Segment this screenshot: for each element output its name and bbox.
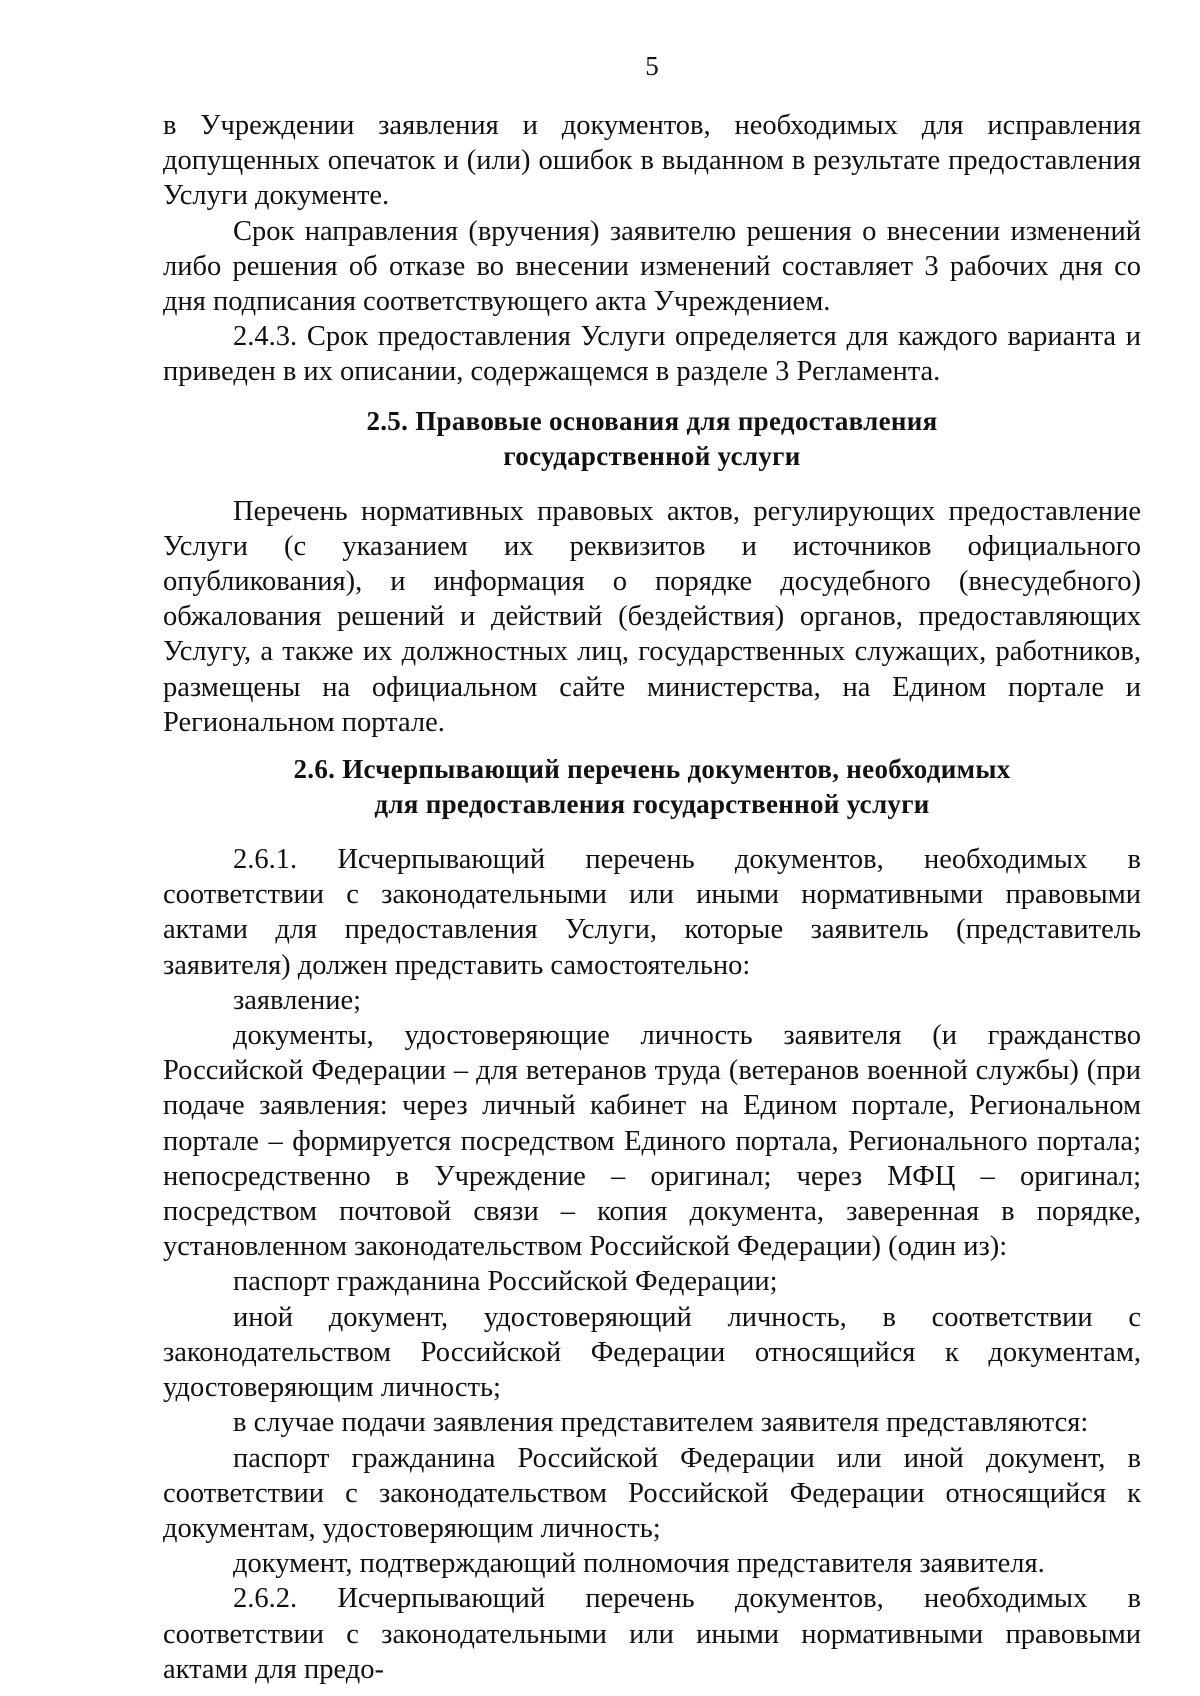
spacer [163, 390, 1141, 404]
spacer [163, 740, 1141, 752]
list-item-application: заявление; [233, 984, 362, 1016]
section-2-6-heading-line1: 2.6. Исчерпывающий перечень документов, необходимых [293, 754, 1011, 785]
section-2-5-heading [163, 404, 1141, 474]
section-2-5-heading-line1: 2.5. Правовые основания для предоставления [366, 405, 938, 436]
section-2-6-heading [163, 752, 1141, 822]
spacer [163, 822, 1141, 842]
list-item-representative-passport: паспорт гражданина Российской Федерации или иной документ, в соответствии с законодательством Российской Федерации относящийся к документам, удостоверяющим личность; [163, 1442, 1141, 1544]
document-page [163, 51, 1141, 1685]
list-item-representative-case: в случае подачи заявления представителем заявителя представляются: [233, 1407, 1089, 1439]
list-item-other-identity-document: иной документ, удостоверяющий личность, в соответствии с законодательством Российской Федерации относящийся к документам, удостоверяющим личность; [163, 1301, 1141, 1404]
paragraph-2-4-3: 2.4.3. Срок предоставления Услуги определяется для каждого варианта и приведен в их описании, содержащемся в разделе 3 Регламента. [163, 321, 1141, 388]
list-item-authority-document: документ, подтверждающий полномочия представителя заявителя. [233, 1548, 1045, 1580]
section-2-6-heading-line2: для предоставления государственной услуги [374, 789, 930, 820]
paragraph-2-6-2: 2.6.2. Исчерпывающий перечень документов, необходимых в соответствии с законодательными или иными нормативными правовыми актами для предо- [163, 1583, 1141, 1685]
section-2-5-paragraph: Перечень нормативных правовых актов, регулирующих предоставление Услуги (с указанием их реквизитов и источников официального опубликования), и информация о порядке досудебного (внесудебного) обжалования решений и действий (бездействия) органов, предоставляющих Услугу, а также их должностных лиц, государственных служащих, работников, размещены на официальном сайте министерства, на Едином портале и Региональном портале. [163, 495, 1141, 738]
paragraph-deadline-decision: Срок направления (вручения) заявителю решения о внесении изменений либо решения об отказе во внесении изменений составляет 3 рабочих дня со дня подписания соответствующего акта Учреждением. [163, 215, 1141, 318]
paragraph-2-6-1: 2.6.1. Исчерпывающий перечень документов, необходимых в соответствии с законодательными или иными нормативными правовыми актами для предоставления Услуги, которые заявитель (представитель заявителя) должен представить самостоятельно: [163, 844, 1141, 981]
page-number: 5 [645, 51, 659, 81]
paragraph-continuation: в Учреждении заявления и документов, необходимых для исправления допущенных опечаток и (или) ошибок в выданном в результате предоставления Услуги документе. [163, 110, 1141, 212]
list-item-identity-documents: документы, удостоверяющие личность заявителя (и гражданство Российской Федерации – для ветеранов труда (ветеранов военной службы) (при подаче заявления: через личный кабинет на Едином портале, Региональном портале – формируется посредством Единого портала, Регионального портала; непосредственно в Учреждение – оригинал; через МФЦ – оригинал; посредством почтовой связи – копия документа, заверенная в порядке, установленном законодательством Российской Федерации) (один из): [163, 1020, 1141, 1263]
spacer [163, 474, 1141, 494]
list-item-passport: паспорт гражданина Российской Федерации; [233, 1266, 778, 1298]
section-2-5-heading-line2: государственной услуги [503, 440, 801, 471]
